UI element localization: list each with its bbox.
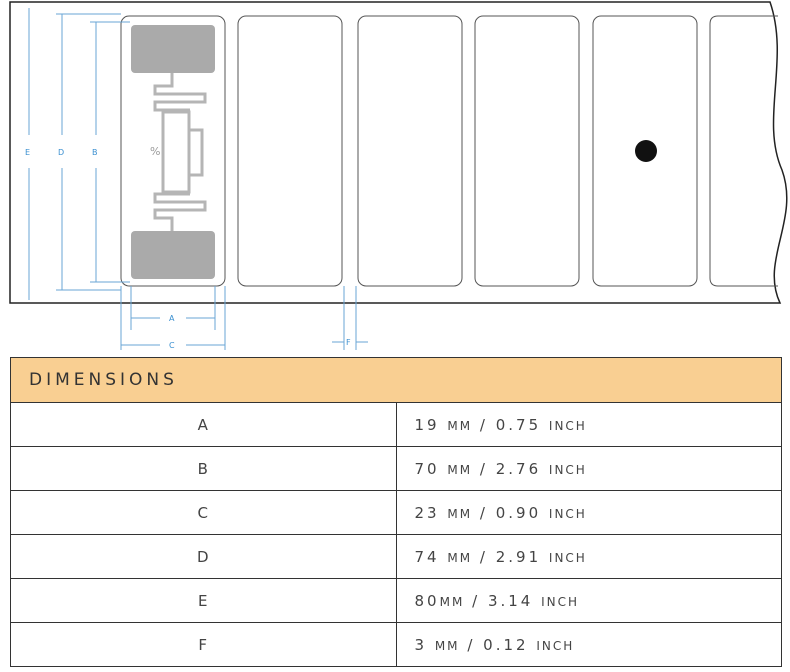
- unit-mm: MM: [447, 462, 473, 477]
- value-mm: 23: [414, 503, 440, 522]
- table-row: [11, 535, 782, 579]
- dimensions-table: [10, 357, 782, 667]
- blank-label: [358, 16, 462, 286]
- table-header-row: [11, 358, 782, 403]
- table-row: [11, 491, 782, 535]
- unit-inch: INCH: [536, 638, 575, 653]
- dim-label-c: C: [169, 341, 176, 350]
- unit-inch: INCH: [541, 594, 580, 609]
- dimension-key: A: [11, 403, 397, 447]
- dim-label-b: B: [92, 148, 99, 157]
- value-mm: 74: [414, 547, 440, 566]
- dimension-value: [396, 579, 782, 623]
- dimension-key: D: [11, 535, 397, 579]
- separator: /: [472, 591, 481, 610]
- value-inch: 0.90: [495, 503, 542, 522]
- value-mm: 70: [414, 459, 440, 478]
- separator: /: [467, 635, 476, 654]
- value-inch: 2.91: [495, 547, 542, 566]
- value-inch: 2.76: [495, 459, 542, 478]
- dim-label-e: E: [25, 148, 32, 157]
- table-row: [11, 403, 782, 447]
- table-row: [11, 623, 782, 667]
- black-mark: [635, 140, 657, 162]
- separator: /: [479, 459, 488, 478]
- dimension-key: E: [11, 579, 397, 623]
- unit-mm: MM: [434, 638, 460, 653]
- dimension-key: B: [11, 447, 397, 491]
- value-mm: 19: [414, 415, 440, 434]
- value-inch: 0.12: [483, 635, 529, 654]
- unit-inch: INCH: [548, 462, 587, 477]
- blank-label: [238, 16, 342, 286]
- dim-label-f: F: [346, 338, 352, 347]
- rfid-chip-mark: %: [150, 145, 161, 158]
- dimension-value: [396, 447, 782, 491]
- dimension-value: [396, 403, 782, 447]
- unit-mm: MM: [447, 418, 473, 433]
- value-inch: 3.14: [487, 591, 534, 610]
- dim-label-d: D: [58, 148, 66, 157]
- dimension-key: C: [11, 491, 397, 535]
- dimension-value: [396, 535, 782, 579]
- unit-inch: INCH: [548, 418, 587, 433]
- unit-mm: MM: [439, 594, 465, 609]
- unit-inch: INCH: [548, 506, 587, 521]
- unit-inch: INCH: [548, 550, 587, 565]
- table-row: [11, 579, 782, 623]
- dimension-value: [396, 623, 782, 667]
- separator: /: [479, 503, 488, 522]
- table-header: DIMENSIONS: [11, 358, 782, 403]
- dimension-key: F: [11, 623, 397, 667]
- value-mm: 3: [414, 635, 428, 654]
- value-mm: 80: [414, 591, 440, 610]
- value-inch: 0.75: [495, 415, 542, 434]
- separator: /: [479, 547, 488, 566]
- separator: /: [479, 415, 488, 434]
- unit-mm: MM: [447, 550, 473, 565]
- dim-label-a: A: [169, 314, 176, 323]
- unit-mm: MM: [447, 506, 473, 521]
- dimension-value: [396, 491, 782, 535]
- blank-label: [475, 16, 579, 286]
- table-row: [11, 447, 782, 491]
